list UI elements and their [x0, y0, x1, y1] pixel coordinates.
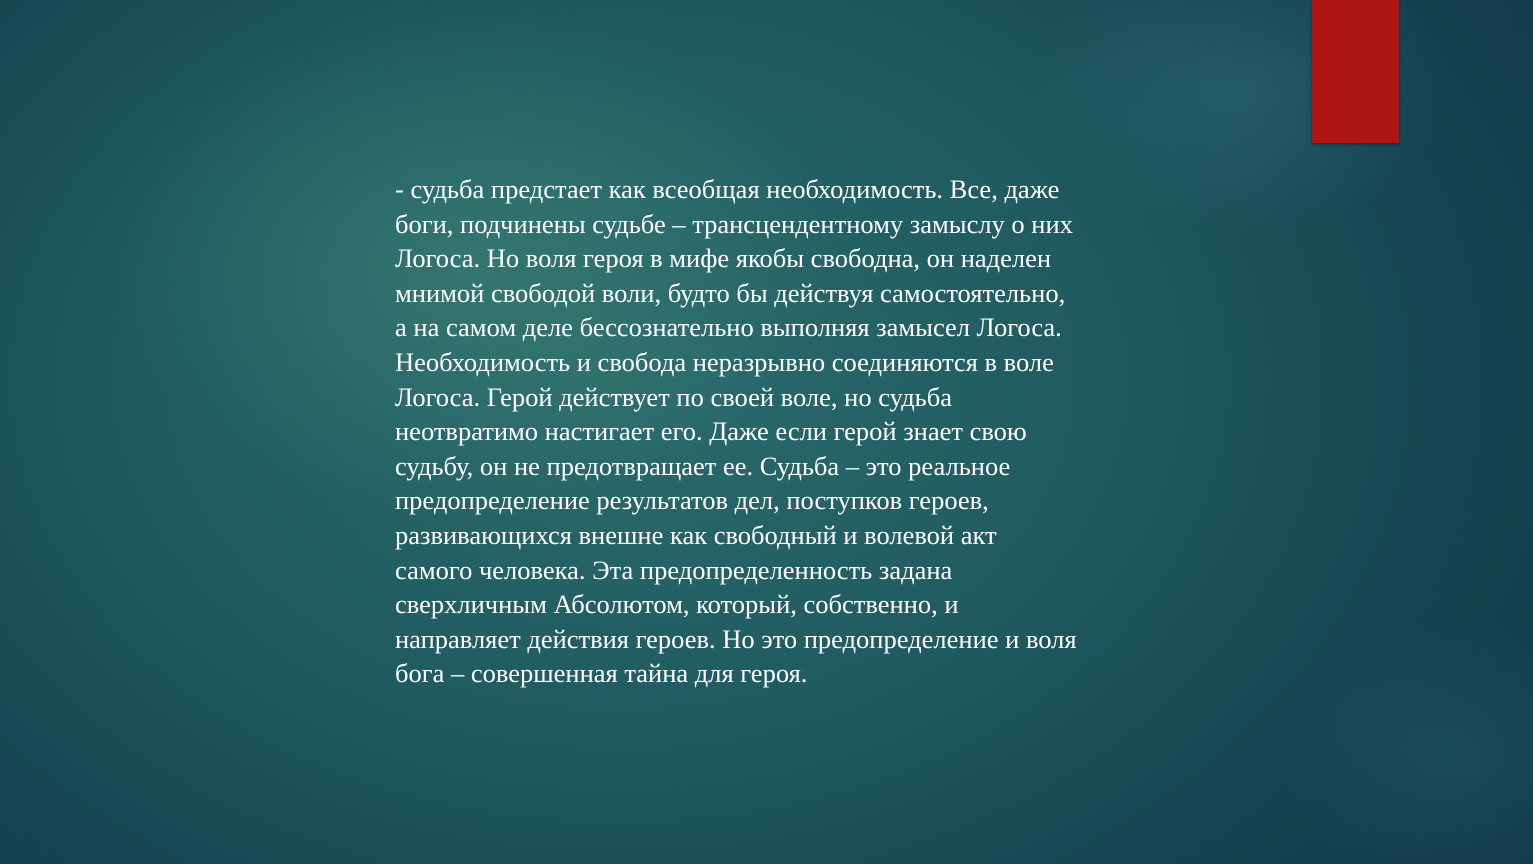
text-line: бога – совершенная тайна для героя.	[395, 658, 808, 689]
text-line: неотвратимо настигает его. Даже если герой знает свою	[395, 416, 1027, 447]
text-line: предопределение результатов дел, поступков героев,	[395, 485, 989, 516]
text-line: - судьба предстает как всеобщая необходимость. Все, даже	[395, 174, 1060, 204]
text-line: Логоса. Герой действует по своей воле, но судьба	[395, 381, 953, 412]
text-line: мнимой свободой воли, будто бы действуя самостоятельно,	[395, 277, 1066, 308]
text-line: самого человека. Эта предопределенность задана	[395, 554, 953, 585]
text-line: Логоса. Но воля героя в мифе якобы свободна, он наделен	[395, 243, 1052, 274]
red-accent-tab	[1312, 0, 1399, 143]
text-line: Необходимость и свобода неразрывно соединяются в воле	[395, 346, 1054, 377]
text-line: боги, подчинены судьбе – трансцендентному замыслу о них	[395, 208, 1073, 239]
text-line: сверхличным Абсолютом, который, собственно, и	[395, 589, 959, 620]
text-line: судьбу, он не предотвращает ее. Судьба – это реальное	[395, 450, 1011, 481]
text-line: развивающихся внешне как свободный и волевой акт	[395, 519, 997, 550]
text-line: а на самом деле бессознательно выполняя замысел Логоса.	[395, 312, 1062, 343]
text-line: направляет действия героев. Но это предопределение и воля	[395, 623, 1077, 654]
slide-body-text	[395, 172, 1155, 691]
